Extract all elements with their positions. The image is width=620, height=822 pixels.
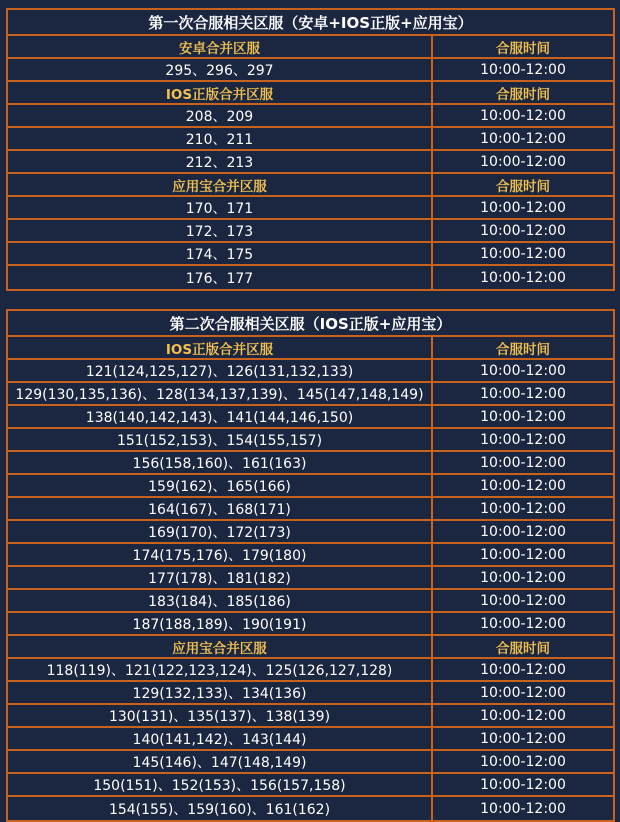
merge-time-cell: 10:00-12:00 [480,523,566,540]
server-list-cell: 156(158,160)、161(163) [8,452,433,473]
table-row [8,128,613,151]
merge-time-cell: 10:00-12:00 [480,477,566,494]
server-list-cell: 150(151)、152(153)、156(157,158) [8,774,433,795]
second-merge-table [6,309,615,822]
table-row [8,243,613,266]
server-list-cell: 138(140,142,143)、141(144,146,150) [8,406,433,427]
time-column-header: 合服时间 [496,178,550,195]
table-row [8,774,613,797]
merge-time-cell: 10:00-12:00 [480,707,566,724]
merge-time-cell: 10:00-12:00 [480,61,566,78]
table-row [8,360,613,383]
table-row [8,59,613,82]
table-row [8,613,613,636]
table-row [8,383,613,406]
table-row [8,705,613,728]
table-row [8,498,613,521]
time-column-header: 合服时间 [496,341,550,358]
server-list-cell: 145(146)、147(148,149) [8,751,433,772]
table-row [8,220,613,243]
merge-time-cell: 10:00-12:00 [480,454,566,471]
server-list-cell: 129(130,135,136)、128(134,137,139)、145(147,148,149) [8,383,433,404]
merge-time-cell: 10:00-12:00 [480,130,566,147]
table-row [8,105,613,128]
merge-time-cell: 10:00-12:00 [480,222,566,239]
merge-time-cell: 10:00-12:00 [480,431,566,448]
first-merge-table [6,8,615,291]
merge-time-cell: 10:00-12:00 [480,269,566,286]
server-list-cell: 176、177 [8,266,433,289]
server-list-cell: 174、175 [8,243,433,264]
server-list-cell: 129(132,133)、134(136) [8,682,433,703]
server-list-cell: 121(124,125,127)、126(131,132,133) [8,360,433,381]
server-list-cell: 169(170)、172(173) [8,521,433,542]
server-list-cell: 140(141,142)、143(144) [8,728,433,749]
server-column-header: 安卓合并区服 [8,36,433,57]
table-row [8,659,613,682]
section-header-row [8,82,613,105]
table-row [8,682,613,705]
server-column-header: 应用宝合并区服 [8,174,433,195]
merge-time-cell: 10:00-12:00 [480,546,566,563]
table-row [8,544,613,567]
section-header-row [8,36,613,59]
table-row [8,475,613,498]
server-list-cell: 154(155)、159(160)、161(162) [8,797,433,820]
merge-time-cell: 10:00-12:00 [480,199,566,216]
merge-time-cell: 10:00-12:00 [480,153,566,170]
merge-time-cell: 10:00-12:00 [480,107,566,124]
server-list-cell: 177(178)、181(182) [8,567,433,588]
server-list-cell: 187(188,189)、190(191) [8,613,433,634]
merge-time-cell: 10:00-12:00 [480,776,566,793]
section-header-row [8,337,613,360]
merge-time-cell: 10:00-12:00 [480,615,566,632]
merge-time-cell: 10:00-12:00 [480,362,566,379]
merge-time-cell: 10:00-12:00 [480,753,566,770]
merge-time-cell: 10:00-12:00 [480,500,566,517]
server-list-cell: 130(131)、135(137)、138(139) [8,705,433,726]
table-row [8,751,613,774]
table-row [8,266,613,289]
merge-time-cell: 10:00-12:00 [480,684,566,701]
time-column-header: 合服时间 [496,640,550,657]
section-header-row [8,636,613,659]
table-row [8,797,613,820]
server-list-cell: 212、213 [8,151,433,172]
table-row [8,452,613,475]
server-column-header: 应用宝合并区服 [8,636,433,657]
merge-time-cell: 10:00-12:00 [480,730,566,747]
time-column-header: 合服时间 [496,40,550,57]
table-row [8,728,613,751]
table-body [8,36,613,289]
table-title: 第二次合服相关区服（IOS正版+应用宝） [8,311,613,337]
table-row [8,567,613,590]
server-list-cell: 295、296、297 [8,59,433,80]
section-header-row [8,174,613,197]
table-body [8,337,613,820]
table-row [8,590,613,613]
server-list-cell: 183(184)、185(186) [8,590,433,611]
server-column-header: IOS正版合并区服 [8,82,433,103]
server-list-cell: 118(119)、121(122,123,124)、125(126,127,128) [8,659,433,680]
server-list-cell: 170、171 [8,197,433,218]
merge-time-cell: 10:00-12:00 [480,408,566,425]
merge-time-cell: 10:00-12:00 [480,569,566,586]
table-row [8,151,613,174]
merge-time-cell: 10:00-12:00 [480,245,566,262]
table-row [8,429,613,452]
server-column-header: IOS正版合并区服 [8,337,433,358]
server-list-cell: 174(175,176)、179(180) [8,544,433,565]
server-list-cell: 172、173 [8,220,433,241]
merge-time-cell: 10:00-12:00 [480,592,566,609]
server-list-cell: 164(167)、168(171) [8,498,433,519]
merge-time-cell: 10:00-12:00 [480,661,566,678]
server-list-cell: 210、211 [8,128,433,149]
merge-time-cell: 10:00-12:00 [480,385,566,402]
table-row [8,406,613,429]
server-list-cell: 159(162)、165(166) [8,475,433,496]
server-list-cell: 208、209 [8,105,433,126]
table-row [8,521,613,544]
table-row [8,197,613,220]
table-title: 第一次合服相关区服（安卓+IOS正版+应用宝） [8,10,613,36]
merge-time-cell: 10:00-12:00 [480,800,566,817]
server-list-cell: 151(152,153)、154(155,157) [8,429,433,450]
time-column-header: 合服时间 [496,86,550,103]
